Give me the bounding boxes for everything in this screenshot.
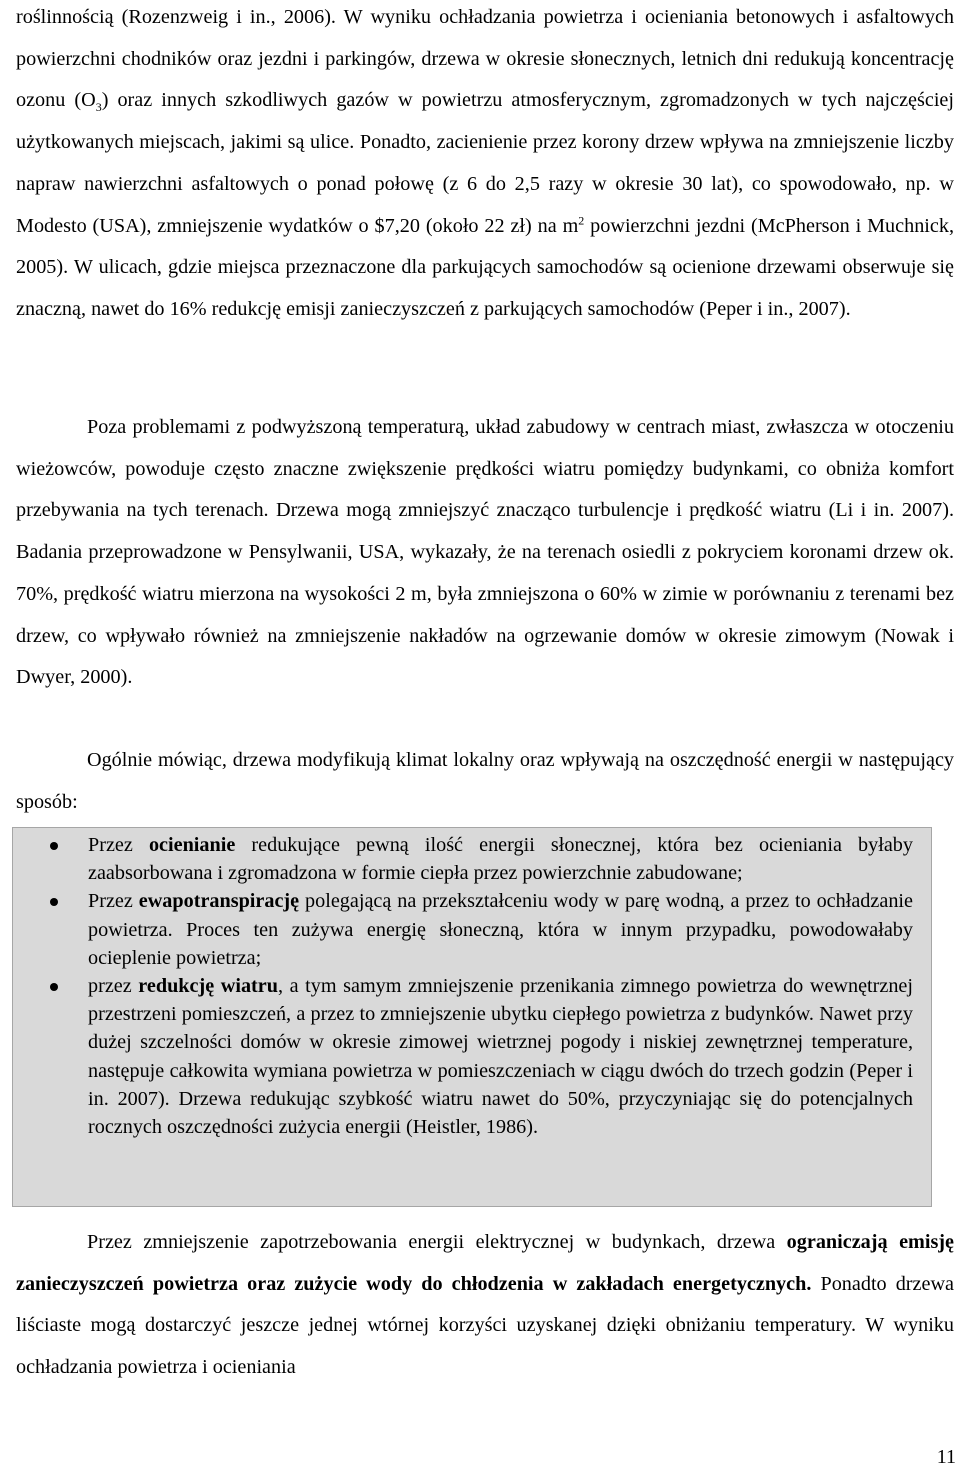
subscript-3: 3 xyxy=(95,100,102,115)
list-item xyxy=(13,887,933,972)
paragraph-text: Ogólnie mówiąc, drzewa modyfikują klimat lokalny oraz wpływają na oszczędność energii w następujący sposób: xyxy=(16,749,954,813)
bullet-icon xyxy=(50,983,58,991)
paragraph-text: Poza problemami z podwyższoną temperaturą, układ zabudowy w centrach miast, zwłaszcza w otoczeniu wieżowców, powoduje często znaczne zwiększenie prędkości wiatru pomiędzy budynkami, co obniża komfort przebywania na tych terenach. Drzewa mogą zmniejszyć znacząco turbulencje i prędkość wiatru (Li i in. 2007). Badania przeprowadzone w Pensylwanii, USA, wykazały, że na terenach osiedli z pokryciem koronami drzew ok. 70%, prędkość wiatru mierzona na wysokości 2 m, była zmniejszona o 60% w zimie w porównaniu z terenami bez drzew, co wpływało również na zmniejszenie nakładów na ogrzewanie domów w okresie zimowym (Nowak i Dwyer, 2000). xyxy=(16,416,954,689)
paragraph-text: ) oraz innych szkodliwych gazów w powietrzu atmosferycznym, zgromadzonych w tych najczęściej użytkowanych miejscach, jakimi są ulice. Ponadto, zacienienie przez korony drzew wpływa na zmniejszenie liczby napraw nawierzchni asfaltowych o ponad połowę (z 6 do 2,5 razy w okresie 30 lat), co spowodowało, np. w Modesto (USA), zmniejszenie wydatków o $7,20 (około 22 zł) na m xyxy=(16,89,954,237)
list-item xyxy=(13,831,933,887)
bullet-icon xyxy=(50,898,58,906)
bullet-text: redukujące pewną ilość energii słonecznej, która bez ocieniania byłaby zaabsorbowana i zgromadzona w formie ciepła przez powierzchnie zabudowane; xyxy=(88,834,913,885)
bullet-keyword: ocienianie xyxy=(148,834,236,856)
bullet-text: Przez xyxy=(88,890,139,913)
paragraph-urban-heat xyxy=(16,0,954,331)
list-item xyxy=(13,972,933,1141)
bullet-text: przez xyxy=(88,975,139,998)
highlight-box xyxy=(12,827,932,1207)
paragraph-bold-text: ograniczają emisję zanieczyszczeń powietrza oraz zużycie wody do chłodzenia w zakładach energetycznych. xyxy=(16,1231,954,1295)
bullet-keyword: redukcję wiatru xyxy=(138,975,278,998)
bullet-text: Przez xyxy=(88,834,149,856)
paragraph-text: powierzchni jezdni (McPherson i Muchnick, 2005). W ulicach, gdzie miejsca przeznaczone dla parkujących samochodów są ocienione drzewami obserwuje się znaczną, nawet do 16% redukcję emisji zanieczyszczeń z parkujących samochodów (Peper i in., 2007). xyxy=(16,214,954,320)
paragraph-text: Przez zmniejszenie zapotrzebowania energii elektrycznej w budynkach, drzewa xyxy=(87,1231,787,1253)
paragraph-text: Ponadto drzewa liściaste mogą dostarczyć jeszcze jednej wtórnej korzyści uzyskanej dzięki obniżaniu temperatury. W wyniku ochładzania powietrza i ocieniania xyxy=(16,1272,954,1379)
superscript-2: 2 xyxy=(578,212,585,227)
paragraph-intro-list xyxy=(16,740,954,823)
paragraph-wind xyxy=(16,407,954,699)
bullet-text: polegającą na przekształceniu wody w parę wodną, a przez to ochładzanie powietrza. Proces ten zużywa energię słoneczną, która w innym przypadku, powodowałaby ocieplenie powietrza; xyxy=(88,890,913,969)
bullet-icon xyxy=(50,842,58,850)
paragraph-text: roślinnością (Rozenzweig i in., 2006). W wyniku ochładzania powietrza i ocieniania betonowych i asfaltowych powierzchni chodników oraz jezdni i parkingów, drzewa w okresie słonecznych, letnich dni redukują koncentrację ozonu (O xyxy=(16,6,954,112)
bullet-keyword: ewapotranspirację xyxy=(138,890,300,913)
bullet-text: , a tym samym zmniejszenie przenikania zimnego powietrza do wewnętrznej przestrzeni pomieszczeń, a przez to zmniejszenie ubytku ciepłego powietrza z budynków. Nawet przy dużej szczelności domów w okresie zimowej wietrznej pogody i niskiej zewnętrznej temperature, następuje całkowita wymiana powietrza w pomieszczeniach w ciągu dwóch do trzech godzin (Peper i in. 2007). Drzewa redukując szybkość wiatru nawet do 50%, przyczyniając się do potencjalnych rocznych oszczędności zużycia energii (Heistler, 1986). xyxy=(88,975,913,1139)
paragraph-emissions xyxy=(16,1222,954,1389)
page-number: 11 xyxy=(936,1446,956,1468)
bullet-list xyxy=(13,831,933,1141)
